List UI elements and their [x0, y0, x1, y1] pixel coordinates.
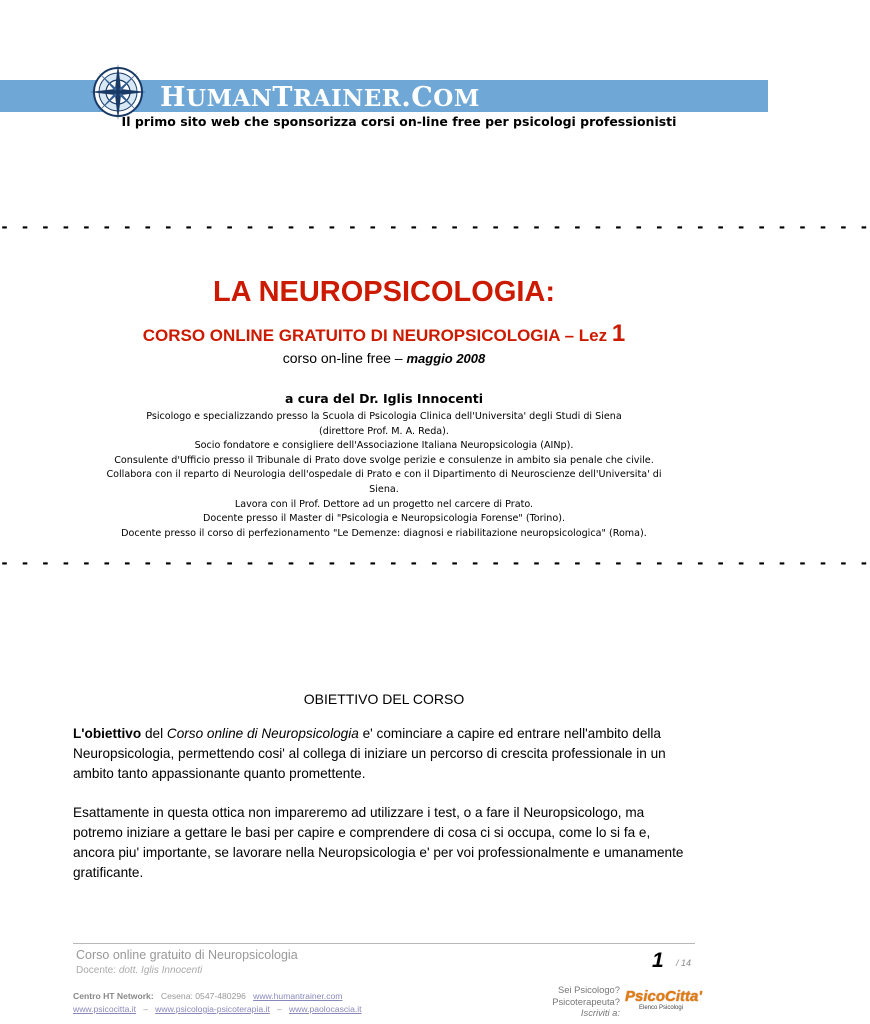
- promo-line: Psicoterapeuta?: [552, 995, 620, 1007]
- site-brand: HUMANTRAINER.COM: [160, 82, 480, 113]
- link-psicologia-psicoterapia[interactable]: www.psicologia-psicoterapia.it: [155, 1004, 270, 1014]
- separator-top: - - - - - - - - - - - - - - - - - - - - - - - - - - - - - - - - - - - - - - - - - - -: [0, 218, 870, 236]
- link-humantrainer[interactable]: www.humantrainer.com: [253, 991, 343, 1001]
- footer-divider: [73, 943, 695, 944]
- page-subtitle: CORSO ONLINE GRATUITO DI NEUROPSICOLOGIA – Lez 1: [142, 320, 626, 347]
- bio-line: Docente presso il Master di "Psicologia e Neuropsicologia Forense" (Torino).: [202, 513, 566, 525]
- paragraph-line: Neuropsicologia, permettendo cosi' al collega di iniziare un percorso di crescita professionale in un: [73, 746, 666, 761]
- paragraph-line: gratificante.: [73, 865, 144, 880]
- paragraph-line: Esattamente in questa ottica non impareremo ad utilizzare i test, o a fare il Neuropsicologo, ma: [73, 805, 645, 820]
- page-total: / 14: [676, 958, 692, 968]
- footer-network: [73, 991, 342, 1001]
- paragraph-objective: [73, 724, 703, 784]
- bio-line: Docente presso il corso di perfezionamento "Le Demenze: diagnosi e riabilitazione neuropsicologica" (Roma).: [121, 527, 647, 539]
- network-label: Centro HT Network:: [73, 991, 154, 1001]
- footer-promo: [540, 984, 620, 1019]
- psicocitta-logo[interactable]: PsicoCitta' Elenco Psicologi: [625, 988, 702, 1011]
- link-psicocitta[interactable]: www.psicocitta.it: [73, 1004, 137, 1014]
- network-city: Cesena: 0547-480296: [160, 991, 246, 1001]
- page-number: 1: [652, 949, 664, 972]
- paragraph-approach: [73, 803, 703, 883]
- page-title: LA NEUROPSICOLOGIA:: [212, 276, 556, 308]
- promo-line: Iscriviti a:: [580, 1007, 620, 1019]
- bio-line: Collabora con il reparto di Neurologia dell'ospedale di Prato e con il Dipartimento di Neuroscienze dell'Universita' di: [106, 469, 662, 481]
- author-bio: [60, 410, 708, 541]
- paragraph-line: ambito tanto appassionante quanto promettente.: [73, 766, 366, 781]
- bio-line: Lavora con il Prof. Dettore ad un progetto nel carcere di Prato.: [234, 498, 534, 510]
- bio-line: Psicologo e specializzando presso la Scuola di Psicologia Clinica dell'Universita' degli Studi di Siena: [146, 411, 622, 422]
- site-tagline: Il primo sito web che sponsorizza corsi on-line free per psicologi professionisti: [121, 114, 677, 129]
- author-line: a cura del Dr. Iglis Innocenti: [284, 391, 483, 406]
- footer-links: www.psicocitta.it – www.psicologia-psicoterapia.it – www.paolocascia.it: [73, 1004, 362, 1014]
- paragraph-line: potremo iniziare a gettare le basi per capire e comprendere di cosa ci si occupa, come lo si fa e,: [73, 825, 651, 840]
- bio-line: Socio fondatore e consigliere dell'Associazione Italiana Neuropsicologia (AINp).: [194, 440, 574, 452]
- link-paolocascia[interactable]: www.paolocascia.it: [288, 1004, 362, 1014]
- compass-rose-icon: [88, 62, 148, 122]
- paragraph-line: L'obiettivo del Corso online di Neuropsicologia e' cominciare a capire ed entrare nell'ambito della: [73, 726, 661, 741]
- bio-line: Siena.: [369, 483, 399, 495]
- course-info: corso on-line free – maggio 2008: [282, 350, 486, 366]
- promo-line: Sei Psicologo?: [557, 984, 620, 995]
- footer-teacher: Docente: dott. Iglis Innocenti: [76, 965, 203, 976]
- section-heading: OBIETTIVO DEL CORSO: [303, 691, 465, 707]
- paragraph-line: ancora piu' importante, se lavorare nella Neuropsicologia e' per voi professionalmente e umanamente: [73, 845, 684, 860]
- footer-course-title: Corso online gratuito di Neuropsicologia: [76, 948, 298, 962]
- separator-bottom: - - - - - - - - - - - - - - - - - - - - - - - - - - - - - - - - - - - - - - - - - - -: [0, 554, 870, 572]
- bio-line: Consulente d'Ufficio presso il Tribunale di Prato dove svolge perizie e consulenze in ambito sia penale che civile.: [114, 454, 654, 466]
- bio-line: (direttore Prof. M. A. Reda).: [319, 425, 449, 437]
- course-date: maggio 2008: [406, 351, 486, 366]
- lesson-number: 1: [611, 320, 626, 347]
